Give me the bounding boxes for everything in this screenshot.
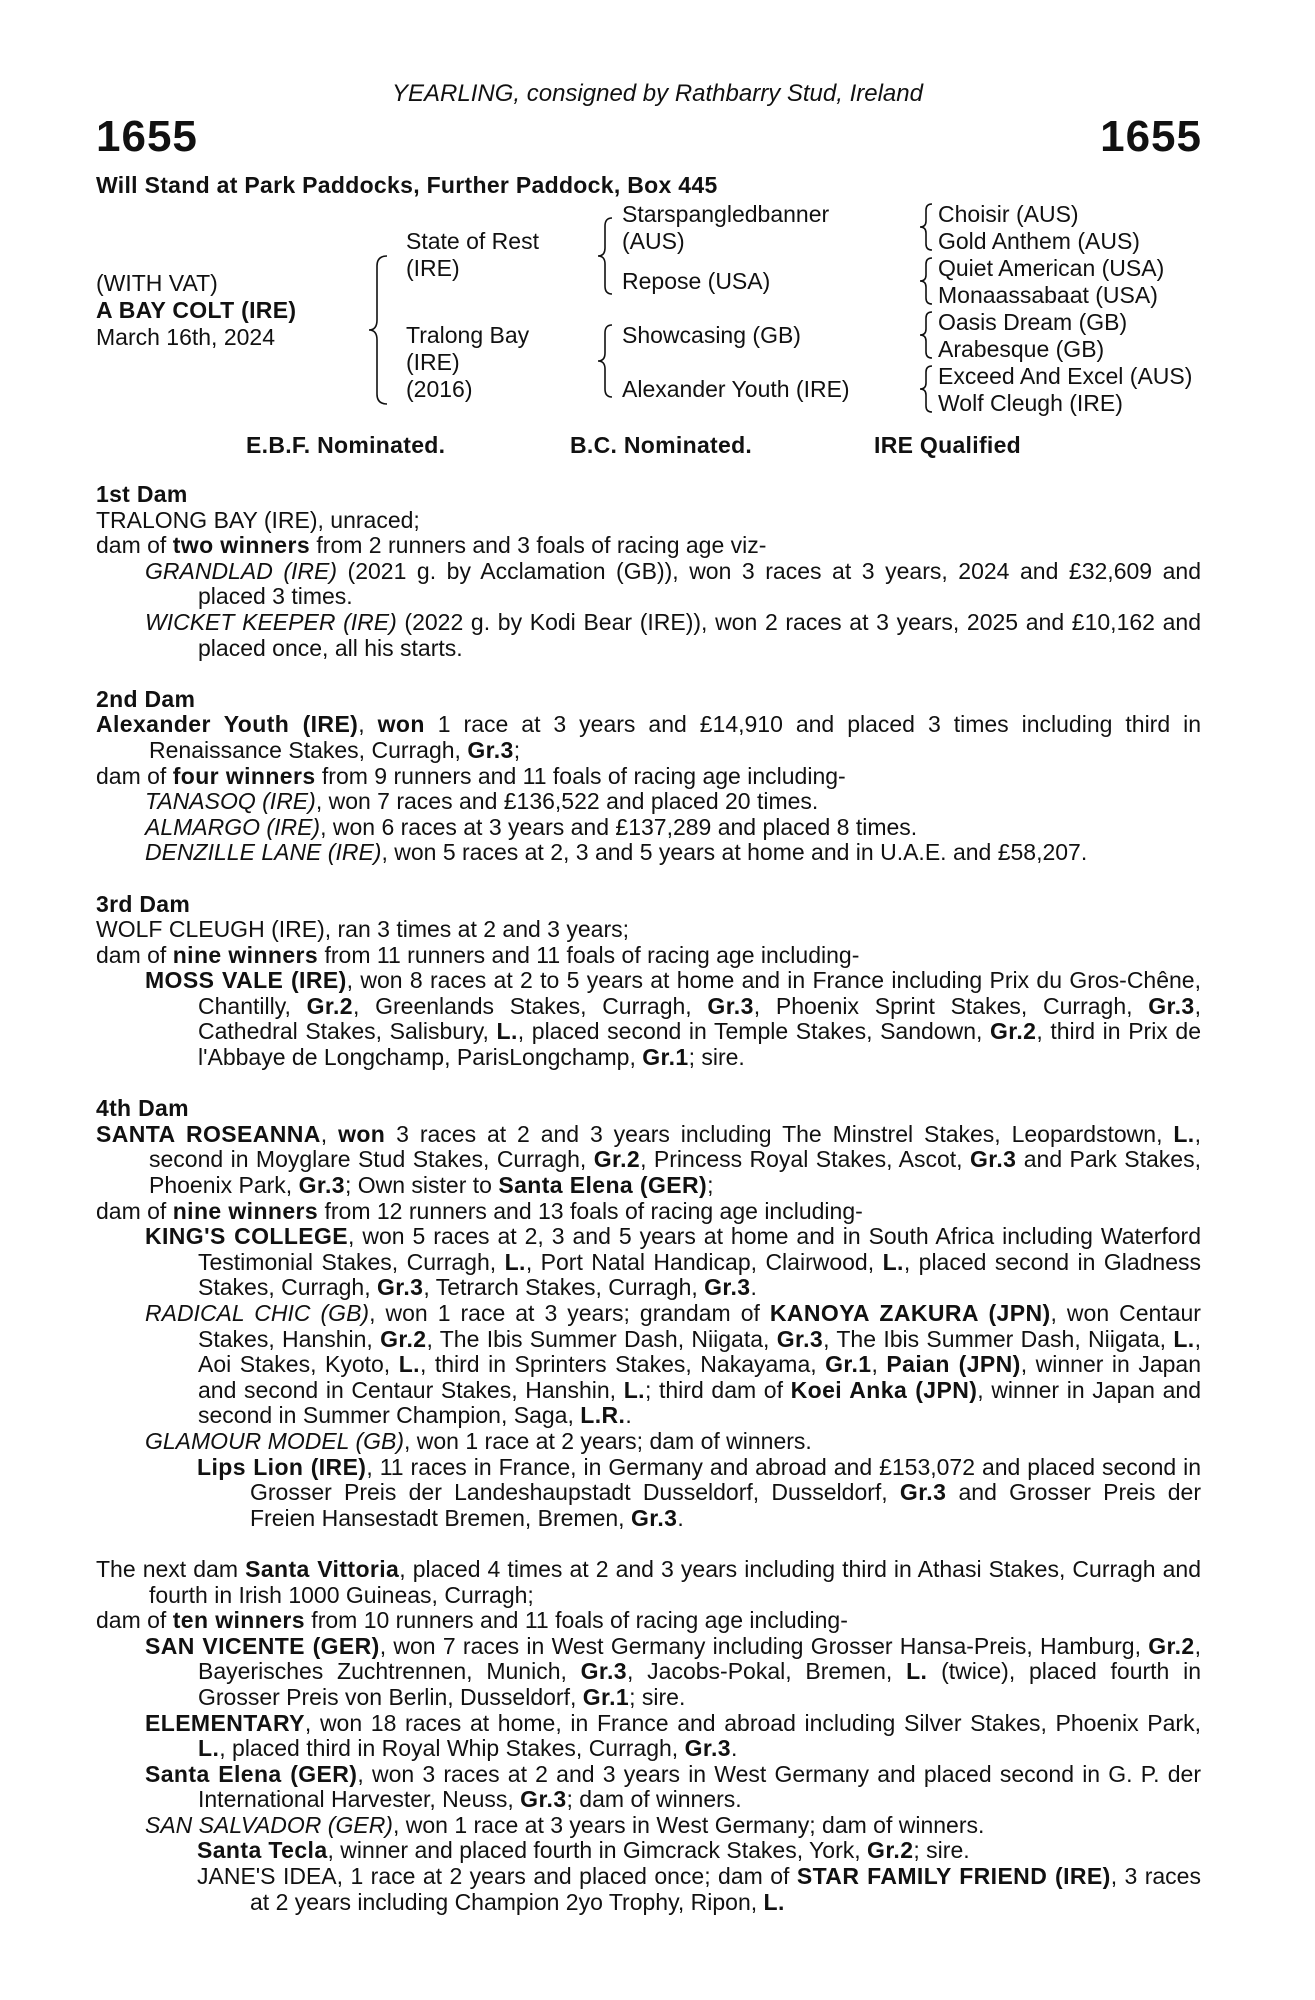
brace-gen4-1 [918, 202, 934, 252]
produce-entry: ALMARGO (IRE), won 6 races at 3 years and £137,289 and placed 8 times. [145, 813, 918, 840]
sire-dam: Repose (USA) [622, 268, 771, 294]
dam-name: Tralong Bay (IRE) (2016) [406, 322, 530, 402]
gen4-ancestor: Quiet American (USA) [938, 255, 1165, 281]
produce-entry: GLAMOUR MODEL (GB), won 1 race at 2 years; dam of winners. [145, 1427, 812, 1454]
bc-nomination: B.C. Nominated. [570, 432, 753, 458]
section-title: 2nd Dam [96, 685, 196, 712]
gen4-ancestor: Choisir (AUS) [938, 201, 1079, 227]
third-dam-section [96, 892, 1201, 1071]
gen4-ancestor: Gold Anthem (AUS) [938, 228, 1140, 254]
produce-entry: WICKET KEEPER (IRE) (2022 g. by Kodi Bear (IRE)), won 2 races at 3 years, 2025 and £10,162 and placed once, all his starts. [145, 608, 1201, 661]
second-dam-section [96, 687, 1201, 866]
produce-entry: DENZILLE LANE (IRE), won 5 races at 2, 3 and 5 years at home and in U.A.E. and £58,207. [145, 839, 1088, 866]
sire-name: State of Rest (IRE) [406, 228, 539, 281]
section-title: 1st Dam [96, 481, 188, 507]
produce-entry: JANE'S IDEA, 1 race at 2 years and placed once; dam of STAR FAMILY FRIEND (IRE), 3 races at 2 years including Champion 2yo Trophy, Ripon, L. [197, 1863, 1201, 1915]
ire-qualified: IRE Qualified [874, 432, 1022, 458]
dam-description: The next dam Santa Vittoria, placed 4 times at 2 and 3 years including third in Athasi Stakes, Curragh and fourth in Irish 1000 Guineas, Curragh; [96, 1555, 1201, 1608]
gen4-ancestor: Arabesque (GB) [938, 336, 1105, 362]
dam-produce-summary: dam of four winners from 9 runners and 11 foals of racing age including- [96, 762, 846, 789]
produce-entry: GRANDLAD (IRE) (2021 g. by Acclamation (GB)), won 3 races at 3 years, 2024 and £32,609 and placed 3 times. [145, 557, 1201, 610]
dam-produce-summary: dam of ten winners from 10 runners and 11 foals of racing age including- [96, 1607, 848, 1634]
produce-entry: Santa Elena (GER), won 3 races at 2 and 3 years in West Germany and placed second in G. P. der International Harvester, Neuss, Gr.3; dam of winners. [145, 1760, 1201, 1813]
brace-sire-line [596, 216, 614, 296]
horse-name: A BAY COLT (IRE) [96, 297, 297, 323]
vat-note: (WITH VAT) [96, 270, 218, 296]
produce-entry: KING'S COLLEGE, won 5 races at 2, 3 and 5 years at home and in South Africa including Waterford Testimonial Stakes, Curragh, L., Port Natal Handicap, Clairwood, L., placed second in Gladness Stakes, Curragh, Gr.3, Tetrarch Stakes, Curragh, Gr.3. [145, 1223, 1202, 1301]
first-dam-section [96, 482, 1201, 661]
dam-description: Alexander Youth (IRE), won 1 race at 3 years and £14,910 and placed 3 times including third in Renaissance Stakes, Curragh, Gr.3; [96, 711, 1201, 763]
section-title: 4th Dam [96, 1095, 189, 1122]
gen4-ancestor: Oasis Dream (GB) [938, 309, 1128, 335]
gen4-ancestor: Monaassabaat (USA) [938, 282, 1158, 308]
produce-entry: TANASOQ (IRE), won 7 races and £136,522 and placed 20 times. [145, 788, 819, 815]
dam-dam: Alexander Youth (IRE) [622, 376, 850, 402]
section-title: 3rd Dam [96, 890, 191, 917]
produce-entry: SAN VICENTE (GER), won 7 races in West Germany including Grosser Hansa-Preis, Hamburg, Gr.2, Bayerisches Zuchtrennen, Munich, Gr.3, Jacobs-Pokal, Bremen, L. (twice), placed fourth in Grosser Preis von Berlin, Dusseldorf, Gr.1; sire. [145, 1632, 1201, 1710]
dam-description: WOLF CLEUGH (IRE), ran 3 times at 2 and 3 years; [96, 916, 629, 943]
next-dam-section [96, 1557, 1201, 1915]
gen4-ancestor: Exceed And Excel (AUS) [938, 363, 1193, 389]
dam-produce-summary: dam of nine winners from 11 runners and 11 foals of racing age including- [96, 941, 860, 968]
dam-sire: Showcasing (GB) [622, 322, 801, 348]
brace-gen4-2 [918, 256, 934, 306]
fourth-dam-section [96, 1096, 1201, 1531]
dam-produce-summary: dam of nine winners from 12 runners and 13 foals of racing age including- [96, 1197, 863, 1224]
dam-description: SANTA ROSEANNA, won 3 races at 2 and 3 years including The Minstrel Stakes, Leopardstown, L., second in Moyglare Stud Stakes, Curragh, Gr.2, Princess Royal Stakes, Ascot, Gr.3 and Park Stakes, Phoenix Park, Gr.3; Own sister to Santa Elena (GER); [96, 1120, 1201, 1199]
brace-gen4-4 [918, 364, 934, 414]
brace-gen4-3 [918, 310, 934, 360]
ebf-nomination: E.B.F. Nominated. [246, 432, 446, 458]
produce-entry: RADICAL CHIC (GB), won 1 race at 3 years; grandam of KANOYA ZAKURA (JPN), won Centaur Stakes, Hanshin, Gr.2, The Ibis Summer Dash, Niigata, Gr.3, The Ibis Summer Dash, Niigata, L., Aoi Stakes, Kyoto, L., third in Sprinters Stakes, Nakayama, Gr.1, Paian (JPN), winner in Japan and second in Centaur Stakes, Hanshin, L.; third dam of Koei Anka (JPN), winner in Japan and second in Summer Champion, Saga, L.R.. [145, 1300, 1202, 1429]
brace-gen1 [367, 254, 389, 406]
produce-entry: SAN SALVADOR (GER), won 1 race at 3 years in West Germany; dam of winners. [145, 1811, 985, 1838]
dam-produce-summary: dam of two winners from 2 runners and 3 foals of racing age viz- [96, 532, 767, 559]
produce-entry: MOSS VALE (IRE), won 8 races at 2 to 5 years at home and in France including Prix du Gros-Chêne, Chantilly, Gr.2, Greenlands Stakes, Curragh, Gr.3, Phoenix Sprint Stakes, Curragh, Gr.3, Cathedral Stakes, Salisbury, L., placed second in Temple Stakes, Sandown, Gr.2, third in Prix de l'Abbaye de Longchamp, ParisLongchamp, Gr.1; sire. [145, 967, 1201, 1071]
header-subtitle: YEARLING, consigned by Rathbarry Stud, Ireland [392, 80, 923, 107]
lot-number-left: 1655 [96, 112, 198, 161]
sire-sire: Starspangledbanner (AUS) [622, 201, 830, 254]
brace-dam-line [596, 323, 614, 399]
foaling-date: March 16th, 2024 [96, 324, 276, 350]
produce-entry: Lips Lion (IRE), 11 races in France, in Germany and abroad and £153,072 and placed second in Grosser Preis der Landeshaupstadt Dusseldorf, Dusseldorf, Gr.3 and Grosser Preis der Freien Hansestadt Bremen, Bremen, Gr.3. [197, 1453, 1201, 1531]
gen4-ancestor: Wolf Cleugh (IRE) [938, 390, 1123, 416]
catalogue-body [96, 482, 1201, 1915]
stand-location: Will Stand at Park Paddocks, Further Paddock, Box 445 [96, 172, 718, 198]
lot-number-right: 1655 [1100, 112, 1202, 161]
dam-description: TRALONG BAY (IRE), unraced; [96, 506, 420, 533]
produce-entry: ELEMENTARY, won 18 races at home, in France and abroad including Silver Stakes, Phoenix Park, L., placed third in Royal Whip Stakes, Curragh, Gr.3. [145, 1709, 1201, 1762]
produce-entry: Santa Tecla, winner and placed fourth in Gimcrack Stakes, York, Gr.2; sire. [197, 1837, 970, 1864]
